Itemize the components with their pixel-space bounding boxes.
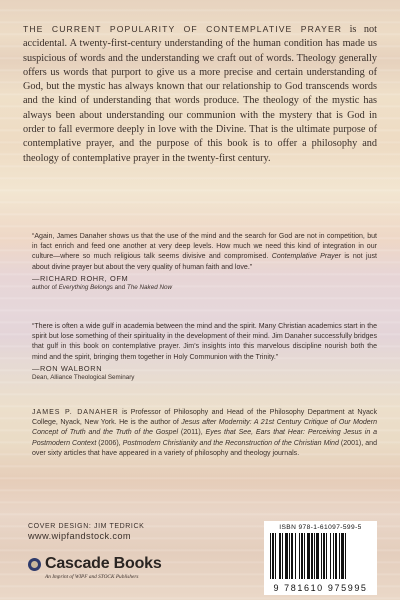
blurb-lead: THE CURRENT POPULARITY OF CONTEMPLATIVE PRAYER [23, 24, 343, 34]
endorser-credential: author of Everything Belongs and The Naked Now [32, 284, 173, 292]
publisher-logo [28, 555, 228, 592]
endorsement-quote: “Again, James Danaher shows us that the use of the mind and the search for God are not in competition, but in fact enrich and feed one another at very deep levels. How much we need this kind of integration in our culture—where so much religious talk seems divisive and compromised. Contemplative Prayer is not just about divine prayer but about the very quality of human faith and love.” [32, 233, 377, 271]
back-cover-blurb [23, 22, 377, 166]
endorser-name: —RON WALBORN [32, 363, 103, 373]
endorser-name: —RICHARD ROHR, OFM [32, 273, 129, 283]
endorsement-walborn [32, 322, 377, 383]
publisher-tagline: An Imprint of WIPF and STOCK Publishers [45, 574, 139, 580]
publisher-website: www.wipfandstock.com [28, 531, 131, 541]
endorsement-quote: “There is often a wide gulf in academia between the mind and the spirit. Many Christian academics start in the spirit but lose something of their spirituality in the development of their mind. Jim Danaher successfully bridges that gulf in this book on contemplative prayer. Jim’s insights into this marvelous discipline nourish both the mind and the spirit, bringing them together in Holy Communion with the Trinity.” [32, 323, 377, 361]
cover-credits [28, 523, 228, 541]
barcode-digits: 9 781610 975995 [273, 583, 368, 593]
blurb-text: is not accidental. A twenty-first-century understanding of the human condition has made us suspicious of words and the understanding we craft out of words. Theology generally offers us words that purport to give us a more precise and certain understanding of God, but the mystic has always known that our relationship to God transcends words and the kind of understanding that words produce. The theology of the mystic has always been about understanding our communion with the mystery that is God in order to fall evermore deeply in love with the Divine. That is the ultimate purpose of contemplative prayer, and the purpose of this book is to offer a philosophy and theology of contemplative prayer in the twenty-first century. [23, 24, 377, 164]
endorsement-rohr [32, 232, 377, 293]
cascade-logo-icon [28, 558, 41, 571]
isbn-number: ISBN 978-1-61097-599-5 [279, 524, 362, 531]
cover-design-credit: COVER DESIGN: JIM TEDRICK [28, 523, 145, 530]
isbn-barcode [264, 521, 377, 595]
barcode-bars-icon [270, 533, 371, 579]
publisher-name: Cascade Books [45, 555, 162, 572]
author-name: JAMES P. DANAHER [32, 409, 119, 416]
author-bio: JAMES P. DANAHER is Professor of Philosophy and Head of the Philosophy Department at Nyack College, Nyack, New York. He is the author of Jesus after Modernity: A 21st Century Critique of Our Modern Concept of Truth and the Truth of the Gospel (2011), Eyes that See, Ears that Hear: Perceiving Jesus in a Postmodern Context (2006), Postmodern Christianity and the Reconstruction of the Christian Mind (2001), and over sixty articles that have appeared in a variety of philosophy and theology journals. [32, 409, 377, 457]
endorser-credential: Dean, Alliance Theological Seminary [32, 374, 135, 382]
